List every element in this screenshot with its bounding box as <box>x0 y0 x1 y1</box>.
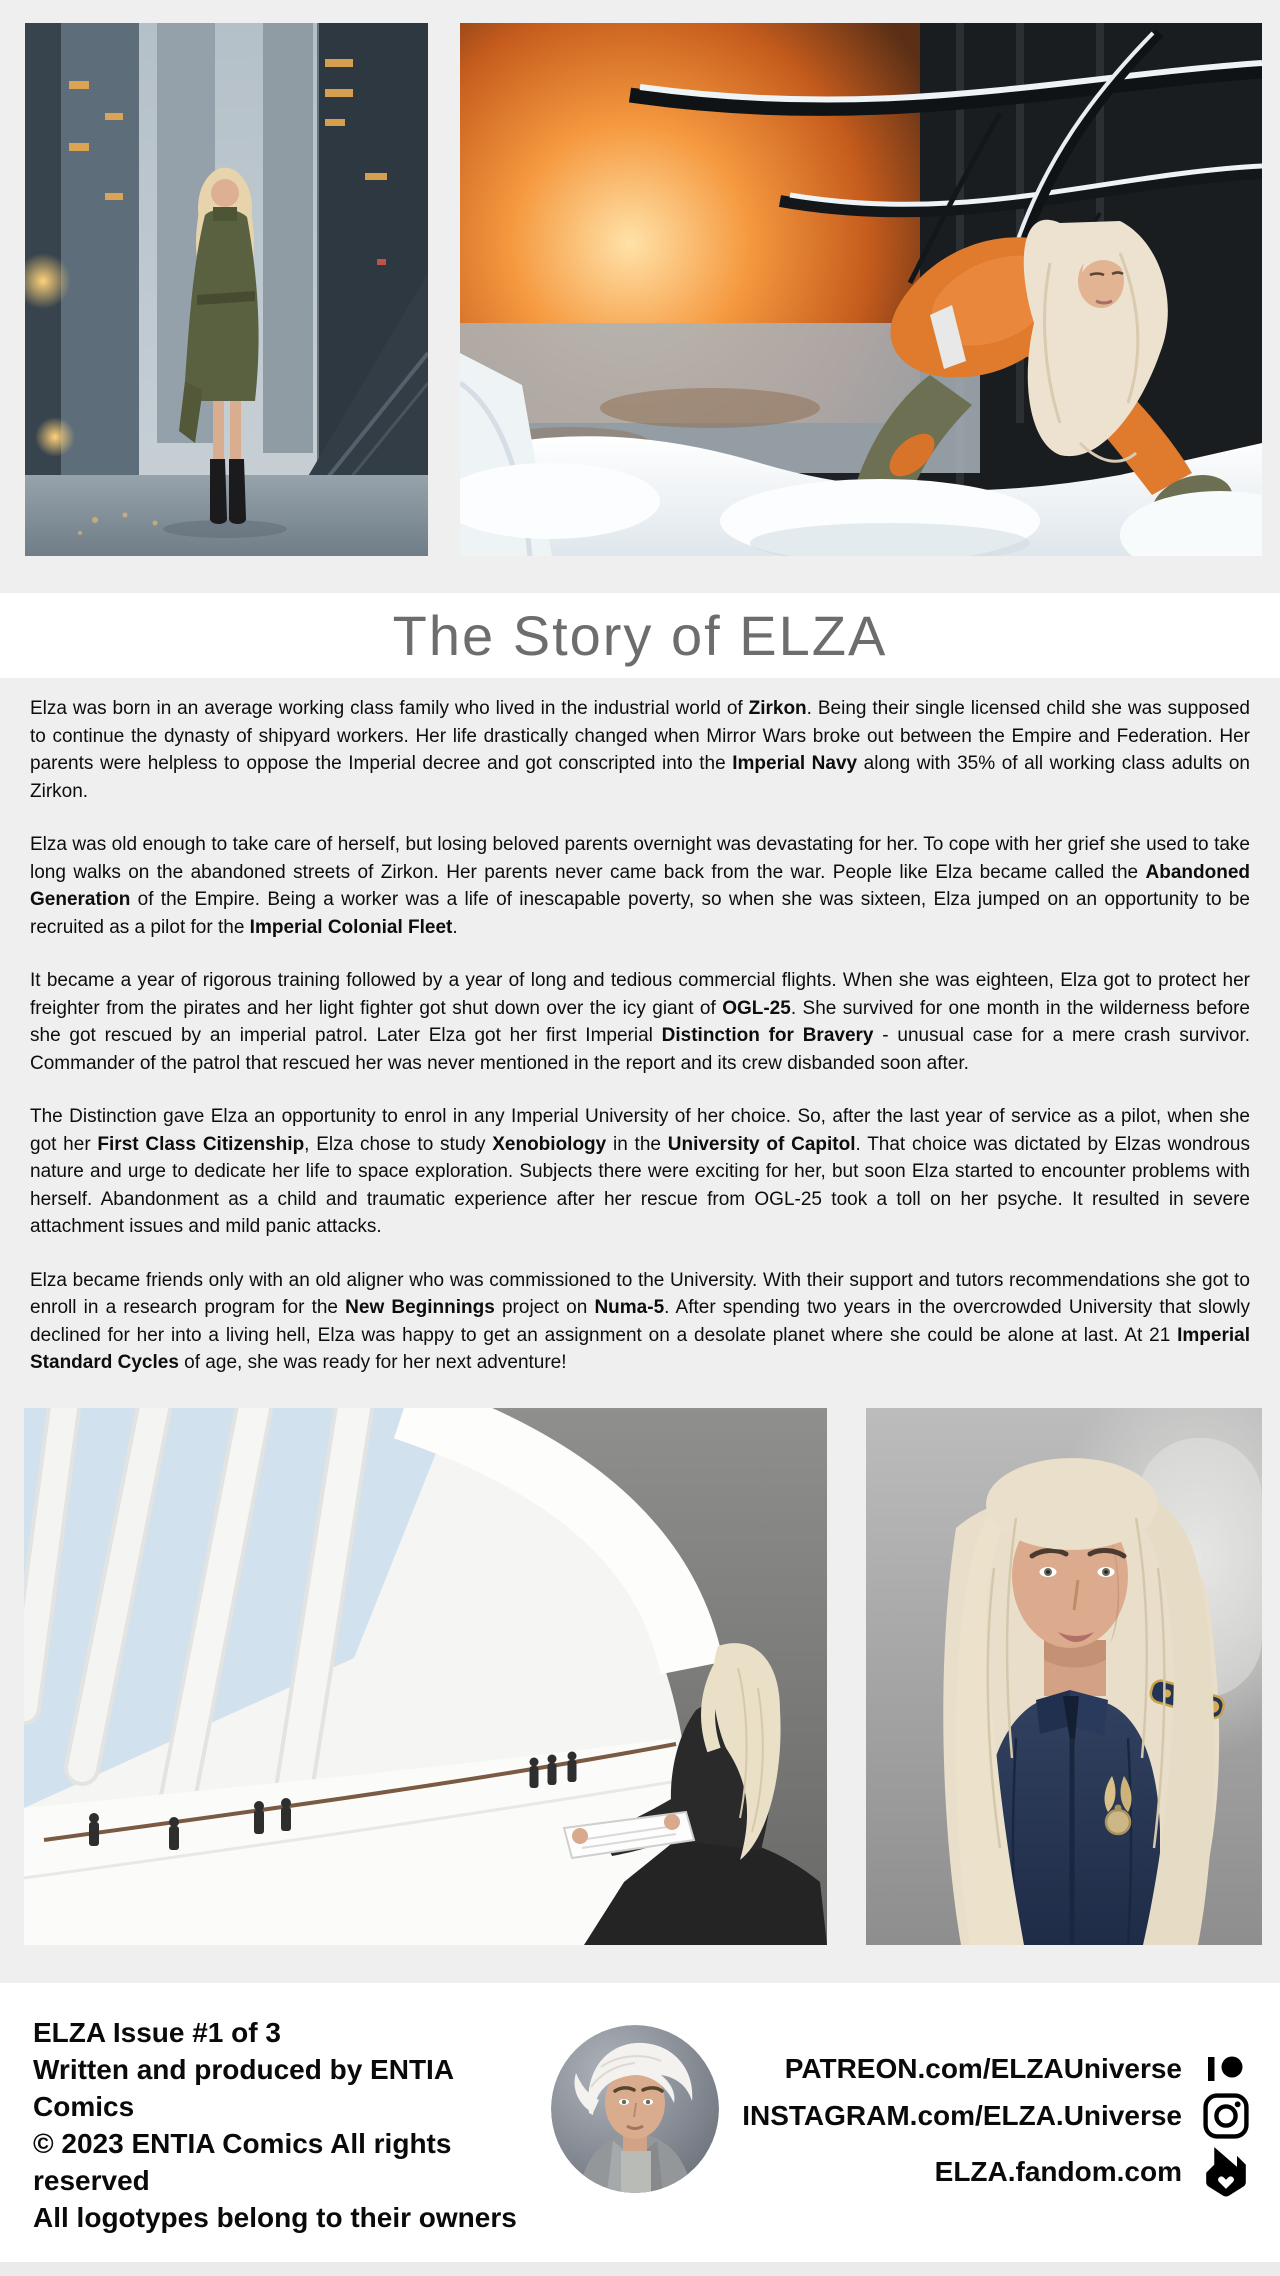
photo-navy-uniform-art <box>866 1408 1262 1945</box>
instagram-link-label[interactable]: INSTAGRAM.com/ELZA.Universe <box>742 2099 1182 2131</box>
photo-snow-crawl <box>460 23 1262 556</box>
page-title: The Story of ELZA <box>392 604 888 667</box>
instagram-icon[interactable] <box>1198 2091 1254 2141</box>
credit-line: ELZA Issue #1 of 3 <box>33 2016 281 2048</box>
story-paragraph: The Distinction gave Elza an opportunity to enrol in any Imperial University of her choice. So, after the last year of service as a pilot, when she got her First Class Citizenship, Elza chose to study Xenobiology in the University of Capitol. That choice was dictated by Elzas wondrous nature and urge to dedicate her life to space exploration. Subjects there were exciting for her, but soon Elza started to encounter problems with herself. Abandonment as a child and traumatic experience after her rescue from OGL-25 took a toll on her psyche. It resulted in severe attachment issues and mild panic attacks. <box>30 1106 1250 1237</box>
fandom-link-label[interactable]: ELZA.fandom.com <box>934 2155 1182 2187</box>
story-section <box>0 678 1280 1377</box>
credits-block <box>0 2014 551 2236</box>
avatar <box>551 2025 719 2193</box>
photo-university-atrium <box>24 1408 827 1945</box>
patreon-icon[interactable] <box>1198 2056 1254 2082</box>
credit-line: All logotypes belong to their owners <box>33 2201 517 2233</box>
photo-navy-uniform <box>866 1408 1262 1945</box>
title-band <box>0 593 1280 678</box>
patreon-link-label[interactable]: PATREON.com/ELZAUniverse <box>784 2052 1182 2084</box>
social-links <box>719 2053 1280 2197</box>
credit-line: © 2023 ENTIA Comics All rights reserved <box>33 2127 452 2196</box>
instagram-link[interactable] <box>742 2091 1254 2141</box>
photo-city-walk-art <box>25 23 428 556</box>
story-paragraph: Elza was old enough to take care of herself, but losing beloved parents overnight was devastating for her. To cope with her grief she used to take long walks on the abandoned streets of Zirkon. Her parents never came back from the war. People like Elza became called the Abandoned Generation of the Empire. Being a worker was a life of inescapable poverty, so when she was sixteen, Elza jumped on an opportunity to be recruited as a pilot for the Imperial Colonial Fleet. <box>30 834 1250 938</box>
credit-line: Written and produced by ENTIA Comics <box>33 2053 454 2122</box>
top-photo-row <box>0 0 1280 556</box>
story-paragraph: Elza became friends only with an old aligner who was commissioned to the University. With their support and tutors recommendations she got to enroll in a research program for the New Beginnings project on Numa-5. After spending two years in the overcrowded University that slowly declined for her into a living hell, Elza was happy to get an assignment on a desolate planet where she could be alone at last. At 21 Imperial Standard Cycles of age, she was ready for her next adventure! <box>30 1269 1250 1373</box>
fandom-icon[interactable] <box>1198 2147 1254 2197</box>
bottom-photo-row <box>0 1408 1280 1945</box>
story-paragraph: It became a year of rigorous training followed by a year of long and tedious commercial flights. When she was eighteen, Elza got to protect her freighter from the pirates and her light fighter got shut down over the icy giant of OGL-25. She survived for one month in the wilderness before she got rescued by an imperial patrol. Later Elza got her first Imperial Distinction for Bravery - unusual case for a mere crash survivor. Commander of the patrol that rescued her was never mentioned in the report and its crew disbanded soon after. <box>30 970 1250 1074</box>
photo-city-walk <box>25 23 428 556</box>
avatar-art <box>551 2025 719 2193</box>
fandom-link[interactable] <box>935 2147 1254 2197</box>
footer <box>0 1983 1280 2267</box>
story-paragraph: Elza was born in an average working class family who lived in the industrial world of Zirkon. Being their single licensed child she was supposed to continue the dynasty of shipyard workers. Her life drastically changed when Mirror Wars broke out between the Empire and Federation. Her parents were helpless to oppose the Imperial decree and got conscripted into the Imperial Navy along with 35% of all working class adults on Zirkon. <box>30 698 1250 802</box>
patreon-link[interactable] <box>785 2053 1254 2085</box>
photo-university-atrium-art <box>24 1408 827 1945</box>
photo-snow-crawl-art <box>460 23 1262 556</box>
bottom-strip <box>0 2262 1280 2276</box>
